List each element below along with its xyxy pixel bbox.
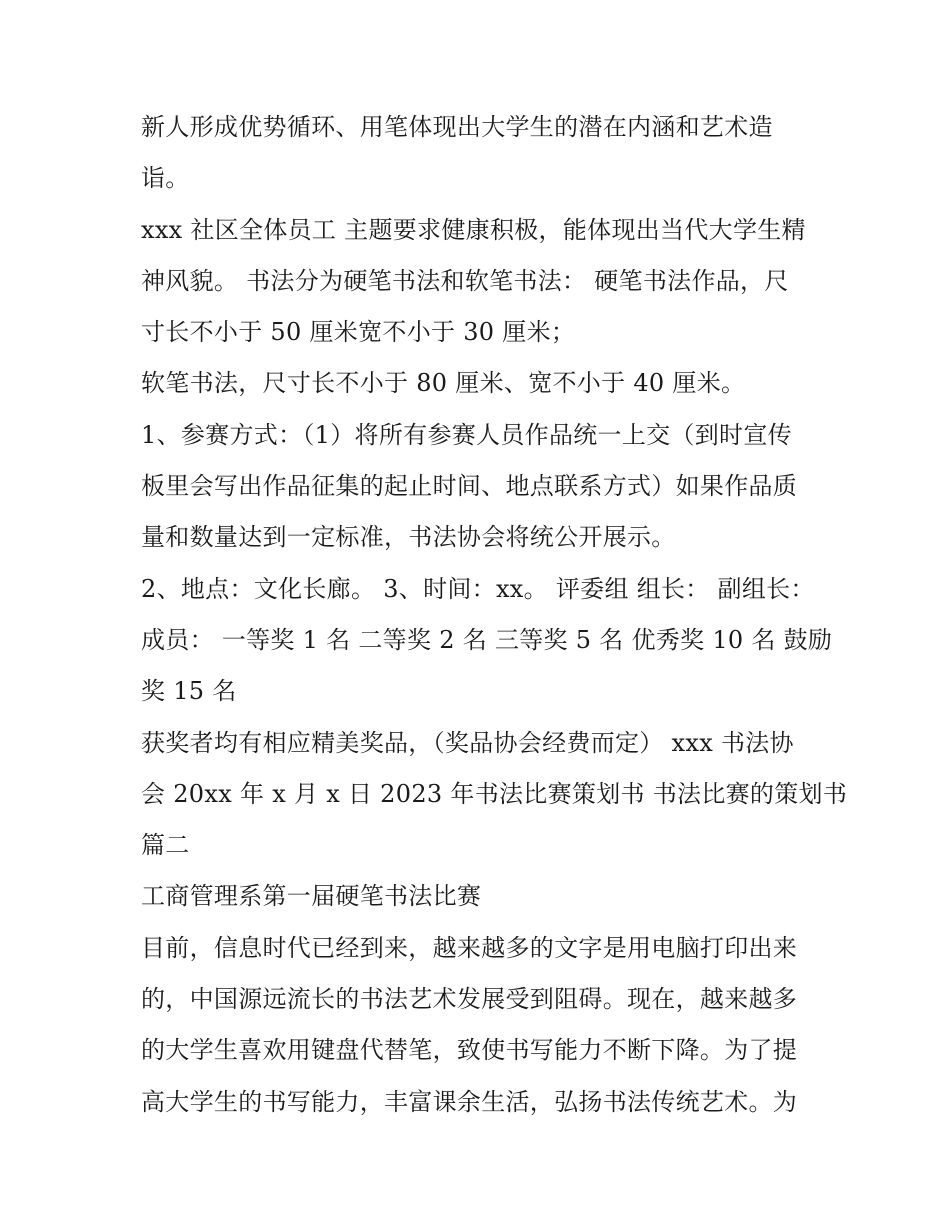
text-line: 的，中国源远流长的书法艺术发展受到阻碍。现在，越来越多 [141, 985, 798, 1014]
document-body [141, 102, 848, 1128]
text-line: 篇二 [141, 831, 190, 860]
text-line: 新人形成优势循环、用笔体现出大学生的潜在内涵和艺术造 [141, 113, 773, 141]
text-line: 板里会写出作品征集的起止时间、地点联系方式）如果作品质 [141, 472, 798, 501]
text-line: 会 20xx 年 x 月 x 日 2023 年书法比赛策划书 书法比赛的策划书 [141, 779, 848, 808]
text-line: 诣。 [141, 164, 190, 193]
text-line: 的大学生喜欢用键盘代替笔，致使书写能力不断下降。为了提 [141, 1036, 798, 1065]
text-line: 高大学生的书写能力，丰富课余生活，弘扬书法传统艺术。为 [141, 1087, 798, 1116]
text-line: 2、地点：文化长廊。 3、时间：xx。 评委组 组长： 副组长： [141, 574, 815, 603]
text-line: 获奖者均有相应精美奖品，（奖品协会经费而定） xxx 书法协 [141, 728, 794, 757]
text-line: 目前，信息时代已经到来，越来越多的文字是用电脑打印出来 [141, 933, 798, 962]
text-line: 1、参赛方式：（1）将所有参赛人员作品统一上交（到时宣传 [141, 420, 792, 449]
text-line: xxx 社区全体员工 主题要求健康积极，能体现出当代大学生精 [141, 215, 806, 244]
text-line: 成员： 一等奖 1 名 二等奖 2 名 三等奖 5 名 优秀奖 10 名 鼓励 [141, 625, 833, 654]
text-line: 寸长不小于 50 厘米宽不小于 30 厘米； [141, 318, 576, 347]
text-line: 量和数量达到一定标准，书法协会将统公开展示。 [141, 523, 676, 552]
section-heading: 工商管理系第一届硬笔书法比赛 [141, 882, 482, 911]
text-line: 软笔书法，尺寸长不小于 80 厘米、宽不小于 40 厘米。 [141, 369, 746, 398]
text-line: 奖 15 名 [141, 677, 237, 706]
text-line: 神风貌。 书法分为硬笔书法和软笔书法： 硬笔书法作品，尺 [141, 266, 789, 295]
